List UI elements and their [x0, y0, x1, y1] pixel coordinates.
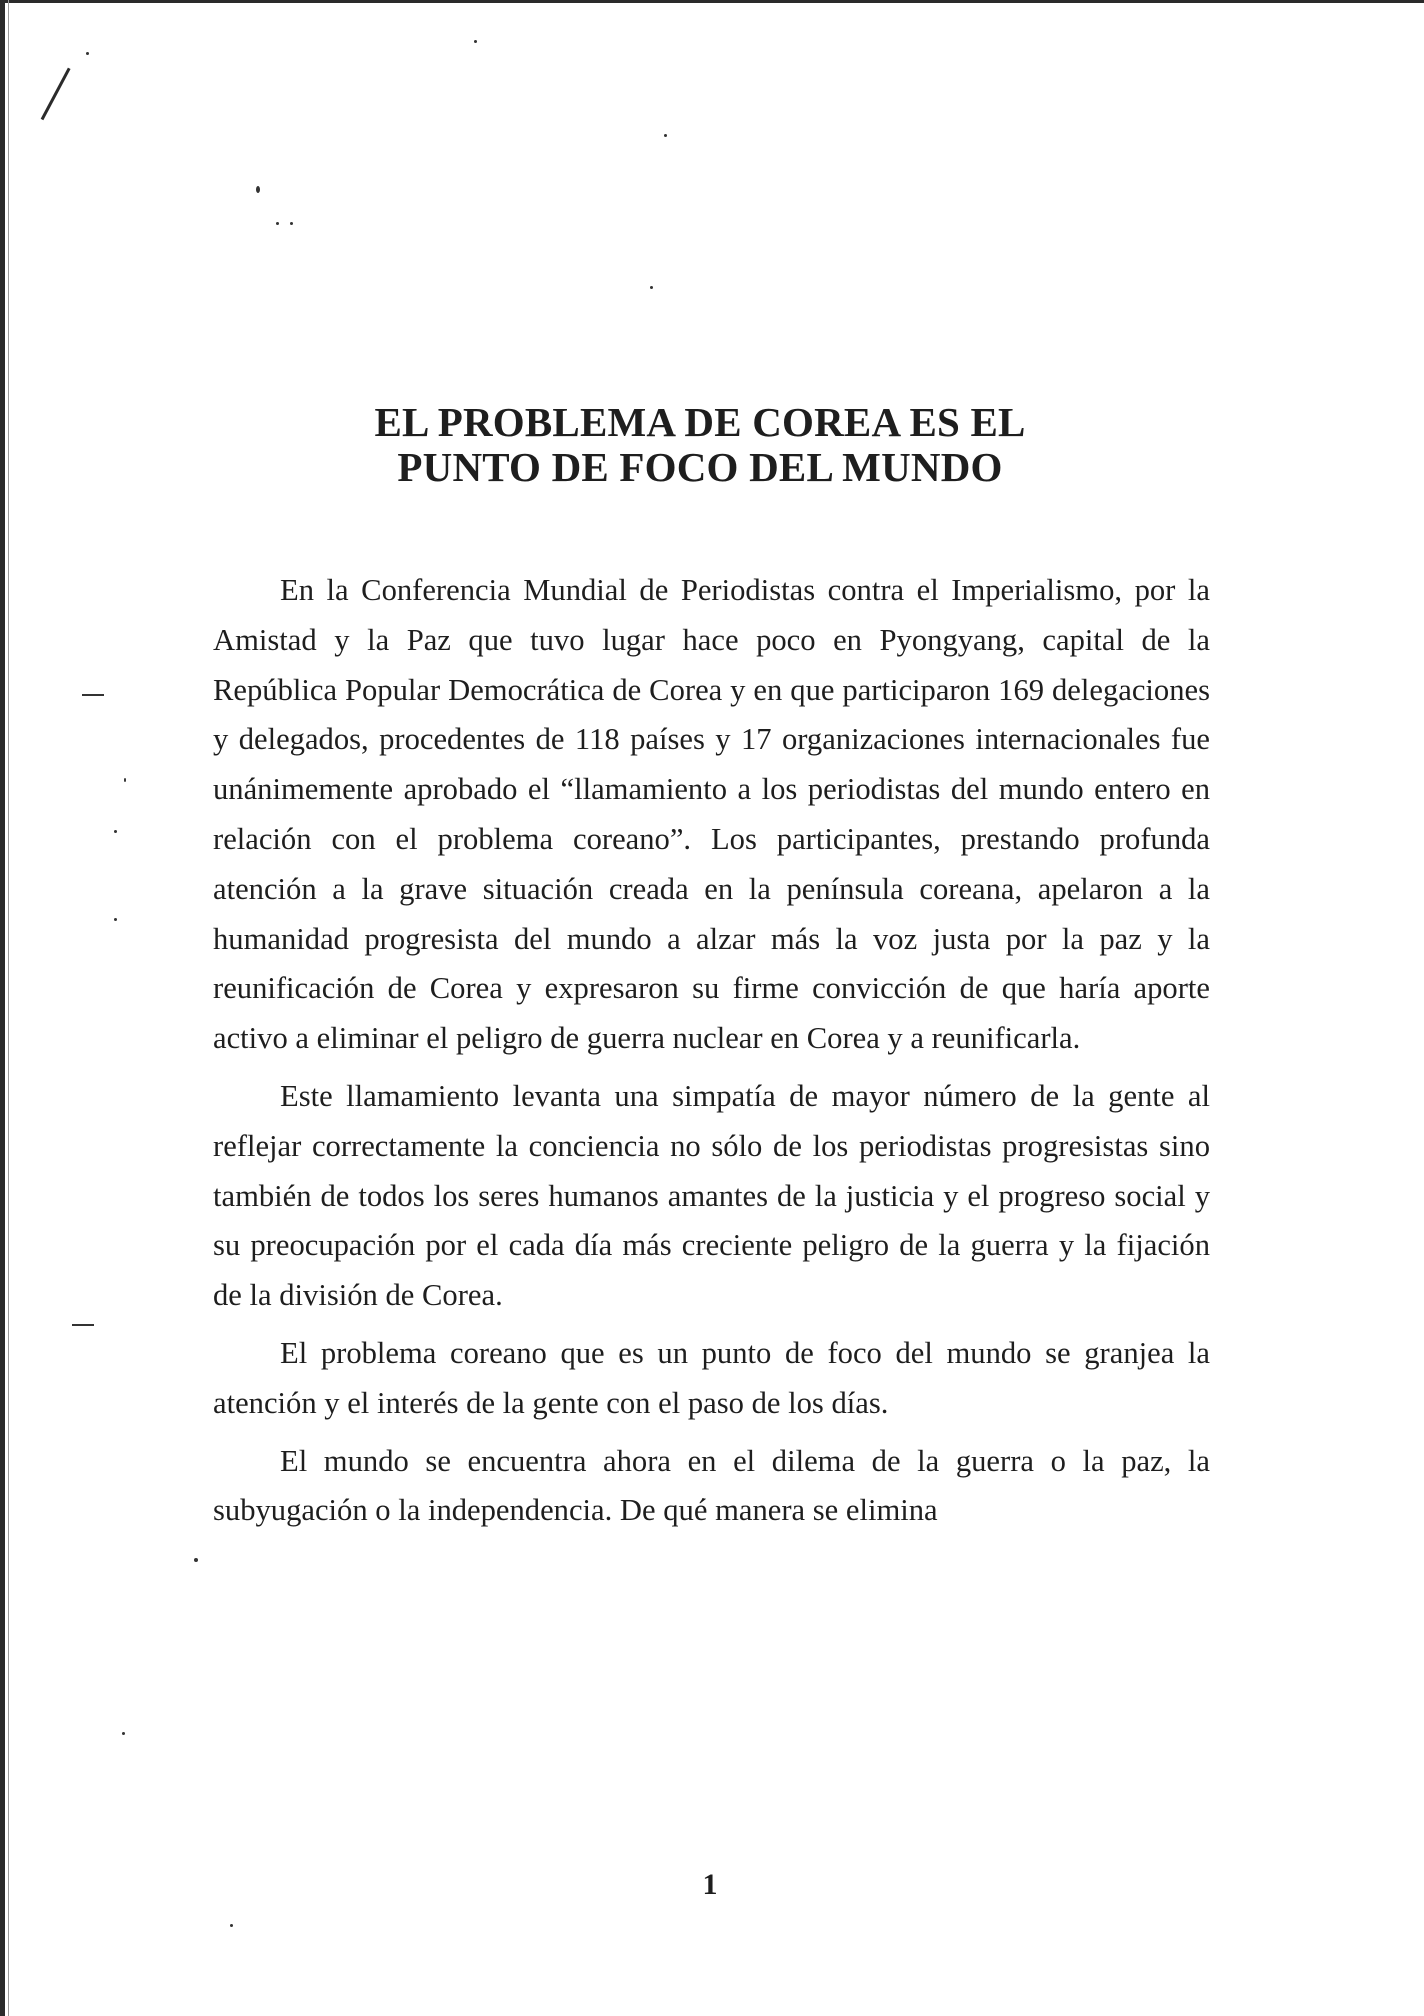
document-title	[200, 400, 1200, 490]
scan-speck	[114, 918, 117, 921]
scan-speck	[664, 134, 667, 137]
scan-speck	[474, 40, 477, 43]
scan-border-left-inner	[8, 0, 9, 2016]
scan-speck	[276, 222, 279, 225]
title-line-2: PUNTO DE FOCO DEL MUNDO	[397, 444, 1003, 490]
paragraph-1: En la Conferencia Mundial de Periodistas contra el Imperialismo, por la Amistad y la Paz que tuvo lugar hace poco en Pyongyang, capital de la República Popular Democrática de Corea y en que participaron 169 delegaciones y delegados, procedentes de 118 países y 17 organizaciones internacionales fue unánimemente aprobado el “llamamiento a los periodistas del mundo entero en relación con el problema coreano”. Los participantes, prestando profunda atención a la grave situación creada en la península coreana, apelaron a la humanidad progresista del mundo a alzar más la voz justa por la paz y la reunificación de Corea y expresaron su firme convicción de que haría aporte activo a eliminar el peligro de guerra nuclear en Corea y a reunificarla.	[213, 573, 1210, 1056]
scan-speck	[230, 1924, 233, 1927]
scan-speck	[194, 1558, 198, 1562]
page-number: 1	[702, 1868, 718, 1901]
paragraph-2: Este llamamiento levanta una simpatía de mayor número de la gente al reflejar correctamente la conciencia no sólo de los periodistas progresistas sino también de todos los seres humanos amantes de la justicia y el progreso social y su preocupación por el cada día más creciente peligro de la guerra y la fijación de la división de Corea.	[213, 1078, 1210, 1313]
scan-speck	[650, 286, 653, 289]
scan-speck	[114, 830, 117, 833]
scan-speck	[124, 778, 126, 782]
scan-border-left	[0, 0, 5, 2016]
scan-speck	[122, 1732, 125, 1735]
pen-mark	[41, 68, 71, 121]
title-line-1: EL PROBLEMA DE COREA ES EL	[374, 399, 1026, 445]
scan-speck	[82, 694, 104, 696]
paragraph-3: El problema coreano que es un punto de foco del mundo se granjea la atención y el interés de la gente con el paso de los días.	[213, 1335, 1210, 1420]
body-text	[213, 566, 1210, 1544]
scan-speck	[86, 52, 89, 55]
paragraph-4: El mundo se encuentra ahora en el dilema de la guerra o la paz, la subyugación o la independencia. De qué manera se elimina	[213, 1443, 1210, 1528]
scan-border-top	[0, 0, 1424, 3]
scan-speck	[72, 1324, 94, 1326]
scan-speck	[256, 186, 260, 193]
scan-speck	[290, 222, 293, 225]
